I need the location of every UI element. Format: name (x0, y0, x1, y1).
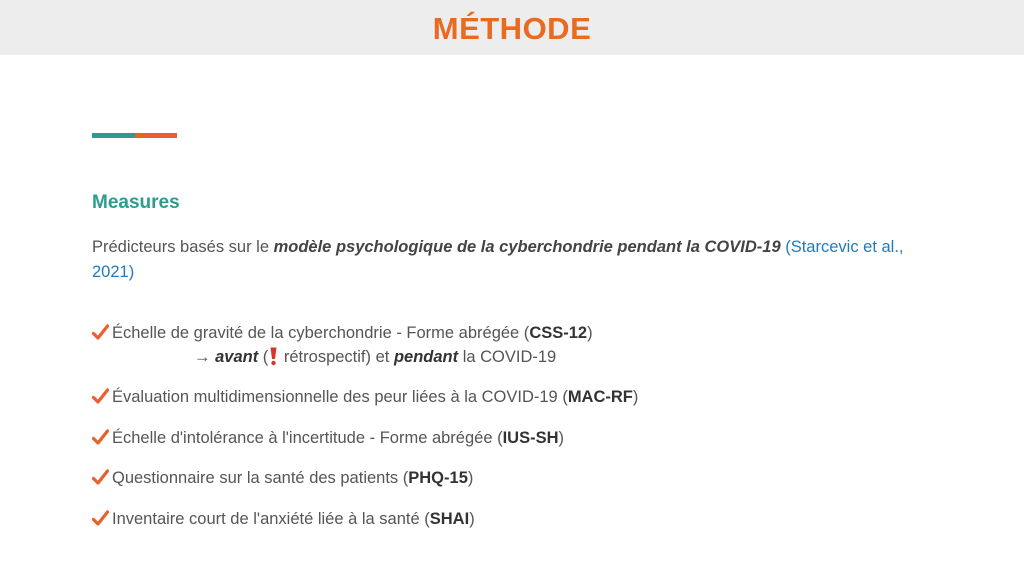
checkmark-icon (92, 429, 109, 445)
list-item (92, 321, 593, 345)
item-close: ) (632, 388, 639, 406)
item-text: Évaluation multidimensionnelle des peur liées à la COVID-19 ( (112, 388, 568, 406)
list-item (92, 426, 564, 450)
item-abbr: CSS-12 (529, 324, 588, 342)
subline-retro: rétrospectif) et (283, 348, 394, 366)
item-close: ) (467, 469, 474, 487)
item-close: ) (558, 429, 565, 447)
subline-during: pendant (393, 348, 459, 366)
item-text: Échelle de gravité de la cyberchondrie - Forme abrégée ( (112, 324, 530, 342)
intro-prefix: Prédicteurs basés sur le (92, 238, 274, 256)
checkmark-icon (92, 469, 109, 485)
list-item (92, 385, 638, 409)
item-subline (194, 345, 556, 369)
header-bar (0, 0, 1024, 55)
item-abbr: MAC-RF (567, 388, 633, 406)
item-abbr: PHQ-15 (408, 469, 468, 487)
list-item (92, 466, 473, 490)
item-close: ) (587, 324, 593, 342)
item-abbr: IUS-SH (502, 429, 559, 447)
accent-line-teal (92, 133, 135, 138)
exclamation-icon (269, 346, 278, 366)
subline-tail: la COVID-19 (458, 348, 557, 366)
arrow-glyph: → (194, 348, 211, 366)
subline-before: avant (215, 348, 259, 366)
item-text: Questionnaire sur la santé des patients ( (112, 469, 409, 487)
checkmark-icon (92, 324, 109, 340)
item-abbr: SHAI (429, 510, 470, 528)
page-title: MÉTHODE (432, 10, 592, 46)
intro-emphasis: modèle psychologique de la cyberchondrie pendant la COVID-19 (273, 238, 781, 256)
list-item (92, 507, 475, 531)
accent-line-orange (135, 133, 177, 138)
section-heading: Measures (92, 192, 180, 213)
subline-open: ( (258, 348, 269, 366)
citation-link[interactable]: (Starcevic et al., 2021) (92, 238, 904, 281)
item-text: Échelle d'intolérance à l'incertitude - Forme abrégée ( (112, 429, 503, 447)
checkmark-icon (92, 388, 109, 404)
checkmark-icon (92, 510, 109, 526)
item-text: Inventaire court de l'anxiété liée à la santé ( (112, 510, 430, 528)
intro-paragraph (92, 235, 942, 285)
item-close: ) (469, 510, 475, 528)
